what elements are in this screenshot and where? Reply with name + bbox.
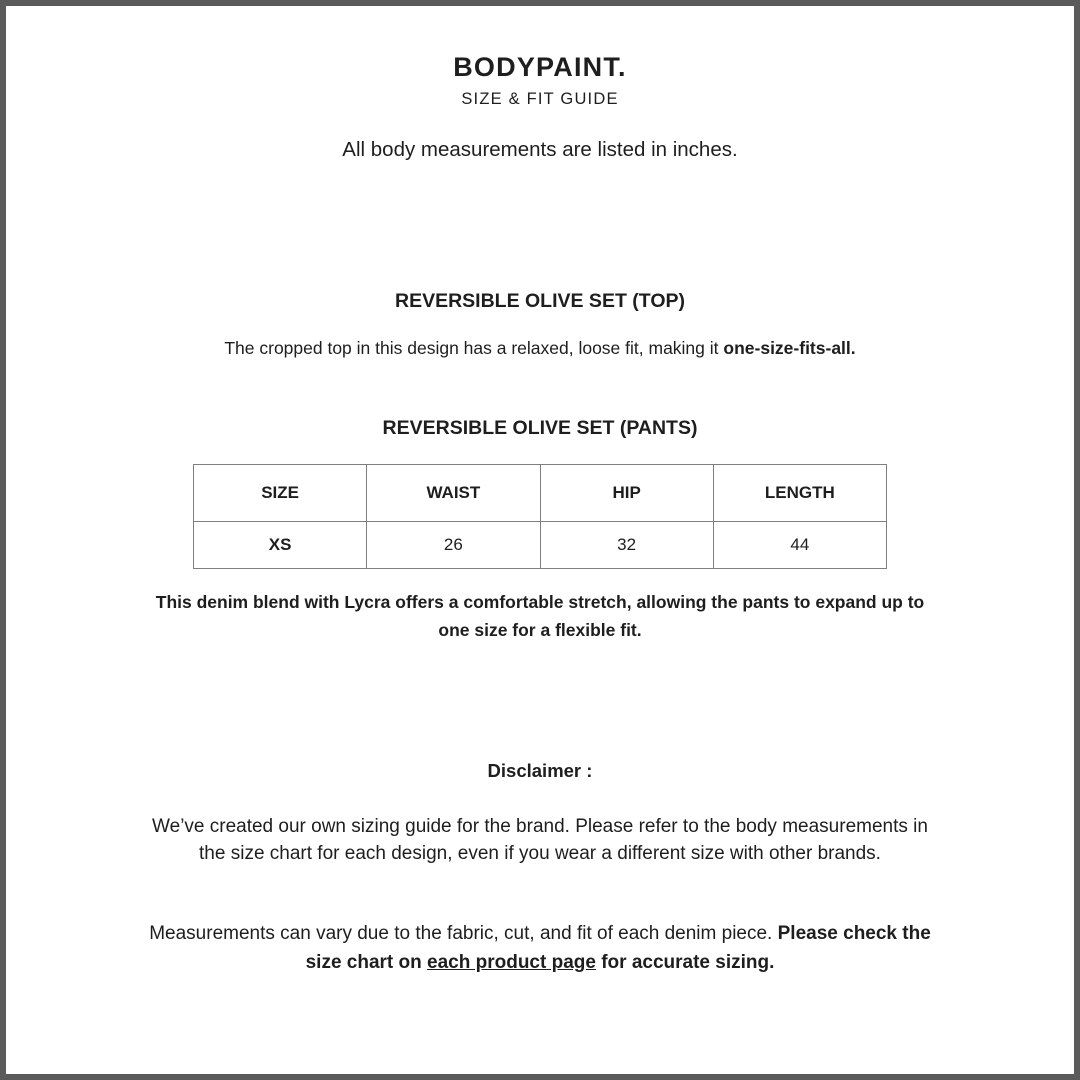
variance-note-regular: Measurements can vary due to the fabric, cut, and fit of each denim piece.	[149, 923, 778, 944]
cell-length-value: 44	[713, 522, 886, 569]
product-page-underlined-text: each product page	[427, 952, 596, 973]
top-description-bold: one-size-fits-all.	[723, 338, 856, 358]
col-header-waist: WAIST	[367, 465, 540, 522]
variance-note-bold: Please check the size chart on	[305, 923, 931, 973]
measurement-units-note: All body measurements are listed in inches.	[342, 138, 738, 161]
guide-subtitle: SIZE & FIT GUIDE	[461, 90, 619, 108]
col-header-size: SIZE	[194, 465, 367, 522]
brand-title: BODYPAINT.	[453, 52, 627, 82]
cell-waist-value: 26	[367, 522, 540, 569]
top-section-description	[0, 338, 1080, 359]
pants-stretch-note: This denim blend with Lycra offers a comfortable stretch, allowing the pants to expand up to one size for a flexible fit.	[155, 592, 925, 640]
top-description-regular: The cropped top in this design has a relaxed, loose fit, making it	[224, 338, 724, 358]
col-header-length: LENGTH	[713, 465, 886, 522]
disclaimer-body-text: We’ve created our own sizing guide for the brand. Please refer to the body measurements in the size chart for each design, even if you wear a different size with other brands.	[152, 816, 928, 864]
pants-section-heading: REVERSIBLE OLIVE SET (PANTS)	[382, 417, 698, 439]
top-section-heading: REVERSIBLE OLIVE SET (TOP)	[394, 290, 685, 312]
cell-size-xs: XS	[194, 522, 367, 569]
cell-hip-value: 32	[540, 522, 713, 569]
table-row	[194, 522, 887, 569]
col-header-hip: HIP	[540, 465, 713, 522]
sizing-variance-note	[0, 919, 1080, 977]
disclaimer-heading: Disclaimer :	[487, 760, 593, 781]
variance-note-bold-tail: for accurate sizing.	[595, 952, 775, 973]
size-chart-table	[193, 464, 887, 569]
table-header-row	[194, 465, 887, 522]
